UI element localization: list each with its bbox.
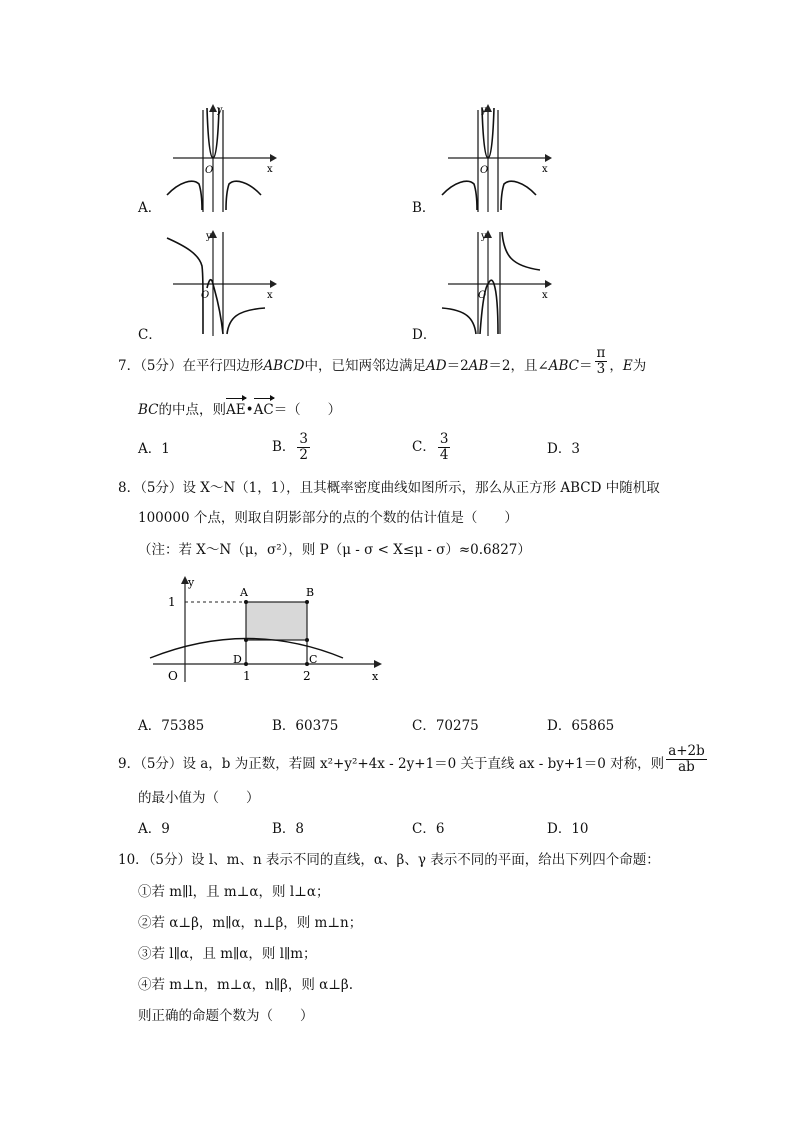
- axis-y-label: y: [188, 576, 195, 589]
- question-9-line-1: [118, 743, 709, 775]
- graph-option-a: [165, 100, 280, 215]
- vector-ae: AE: [226, 402, 246, 418]
- dot-operator: •: [245, 402, 254, 418]
- q7-var: E: [622, 358, 633, 374]
- proposition-4: ④若 m⊥n，m⊥α，n∥β，则 α⊥β.: [138, 977, 354, 993]
- q9-option-b: B．8: [272, 821, 305, 837]
- question-score: （5分）: [148, 852, 192, 868]
- proposition-3: ③若 l∥α，且 m∥α，则 l∥m；: [138, 946, 317, 962]
- origin-label: O: [478, 290, 487, 301]
- question-8-line-1: [118, 479, 660, 497]
- q7-text: ＝: [579, 358, 593, 374]
- q7-option-b: [272, 432, 312, 463]
- option-label: C．: [412, 439, 436, 455]
- q7-text: 在平行四边形: [182, 358, 264, 374]
- option-c-label: C．: [138, 327, 162, 343]
- proposition-1: ①若 m∥l，且 m⊥α，则 l⊥α；: [138, 884, 330, 900]
- question-9-line-2: 的最小值为（ ）: [138, 790, 260, 806]
- fraction: [438, 432, 451, 463]
- fraction-numerator: π: [596, 345, 606, 361]
- point-a-label: A: [240, 586, 248, 599]
- fraction-numerator: 3: [439, 431, 449, 447]
- option-a-label: A．: [138, 200, 162, 216]
- question-10-ask: 则正确的命题个数为（ ）: [138, 1008, 314, 1024]
- option-d-label: D．: [412, 327, 437, 343]
- point-b-label: B: [306, 586, 315, 599]
- q10-text: 设 l、m、n 表示不同的直线，α、β、γ 表示不同的平面，给出下列四个命题：: [191, 852, 660, 868]
- fraction-numerator: a+2b: [668, 743, 705, 759]
- question-score: （5分）: [140, 480, 183, 496]
- q7-text: ，: [609, 358, 623, 374]
- question-7-line-2: [138, 401, 341, 419]
- shaded-region: [246, 602, 307, 640]
- pi-over-3-fraction: [595, 346, 608, 377]
- q9-text: 设 a，b 为正数，若圆 x²+y²+4x - 2y+1＝0 关于直线 ax - by+1＝0 对称，则: [182, 756, 665, 772]
- q7-var: ABC: [548, 358, 580, 374]
- normal-density-figure: [148, 574, 388, 689]
- graph-option-b: [440, 100, 555, 215]
- question-number: 8．: [118, 480, 141, 496]
- q7-var: BC: [138, 402, 159, 418]
- axis-x-label: x: [267, 164, 273, 175]
- q7-option-a: A．1: [138, 441, 170, 457]
- q7-var: ABCD: [263, 358, 305, 374]
- q7-var: AD: [426, 358, 447, 374]
- question-7-line-1: [118, 345, 647, 377]
- point-d-label: D: [233, 653, 242, 666]
- q8-option-d: D．65865: [547, 718, 615, 734]
- axis-x-label: x: [267, 290, 273, 301]
- axis-x-label: x: [542, 164, 548, 175]
- q7-text: 的中点，则: [158, 402, 227, 418]
- fraction-numerator: 3: [299, 431, 309, 447]
- fraction-denominator: 4: [439, 447, 449, 463]
- origin-label: O: [201, 290, 210, 301]
- q7-text: 为: [632, 358, 647, 374]
- question-number: 7．: [118, 358, 141, 374]
- x-tick-1: 1: [243, 669, 251, 683]
- proposition-2: ②若 α⊥β，m∥α，n⊥β，则 m⊥n；: [138, 915, 363, 931]
- graph-option-c: [165, 226, 280, 338]
- option-b-label: B．: [412, 200, 436, 216]
- origin-label: O: [205, 165, 214, 176]
- q9-option-a: A．9: [138, 821, 170, 837]
- x-tick-2: 2: [303, 669, 311, 683]
- point-c-label: C: [309, 653, 318, 666]
- option-label: B．: [272, 439, 296, 455]
- q8-option-a: A．75385: [138, 718, 205, 734]
- q7-option-d: D．3: [547, 441, 580, 457]
- q9-option-c: C．6: [412, 821, 445, 837]
- q8-option-b: B．60375: [272, 718, 339, 734]
- graph-option-d: [440, 226, 555, 338]
- axis-y-label: y: [206, 231, 212, 242]
- axis-y-label: y: [217, 105, 223, 116]
- question-10-line-1: [118, 851, 660, 869]
- q7-var: AB: [468, 358, 489, 374]
- axis-y-label: y: [481, 105, 487, 116]
- origin-label: O: [480, 165, 489, 176]
- fraction-denominator: ab: [678, 759, 695, 775]
- question-score: （5分）: [140, 756, 183, 772]
- question-8-line-2: 100000 个点，则取自阴影部分的点的个数的估计值是（ ）: [138, 510, 518, 526]
- question-score: （5分）: [140, 358, 183, 374]
- axis-x-label: x: [542, 290, 548, 301]
- q7-text: ＝2，且∠: [488, 358, 549, 374]
- origin-label: O: [168, 669, 178, 683]
- q8-option-c: C．70275: [412, 718, 479, 734]
- y-tick-1: 1: [168, 595, 176, 609]
- a-plus-2b-over-ab-fraction: [666, 744, 707, 775]
- question-number: 10．: [118, 852, 149, 868]
- fraction: [297, 432, 310, 463]
- question-8-note: （注：若 X～N（μ，σ²），则 P（μ - σ < X≤μ - σ）≈0.6827）: [138, 542, 531, 558]
- q7-text: ＝2: [446, 358, 469, 374]
- vector-ac: AC: [253, 402, 274, 418]
- axis-y-label: y: [481, 231, 487, 242]
- axis-x-label: x: [372, 670, 379, 683]
- q8-text: 设 X～N（1，1），且其概率密度曲线如图所示，那么从正方形 ABCD 中随机取: [182, 480, 660, 496]
- q9-option-d: D．10: [547, 821, 589, 837]
- q7-text: 中，已知两邻边满足: [304, 358, 427, 374]
- q7-text: ＝（ ）: [273, 402, 342, 418]
- q7-option-c: [412, 432, 452, 463]
- fraction-denominator: 3: [596, 361, 606, 377]
- fraction-denominator: 2: [299, 447, 309, 463]
- question-number: 9．: [118, 756, 141, 772]
